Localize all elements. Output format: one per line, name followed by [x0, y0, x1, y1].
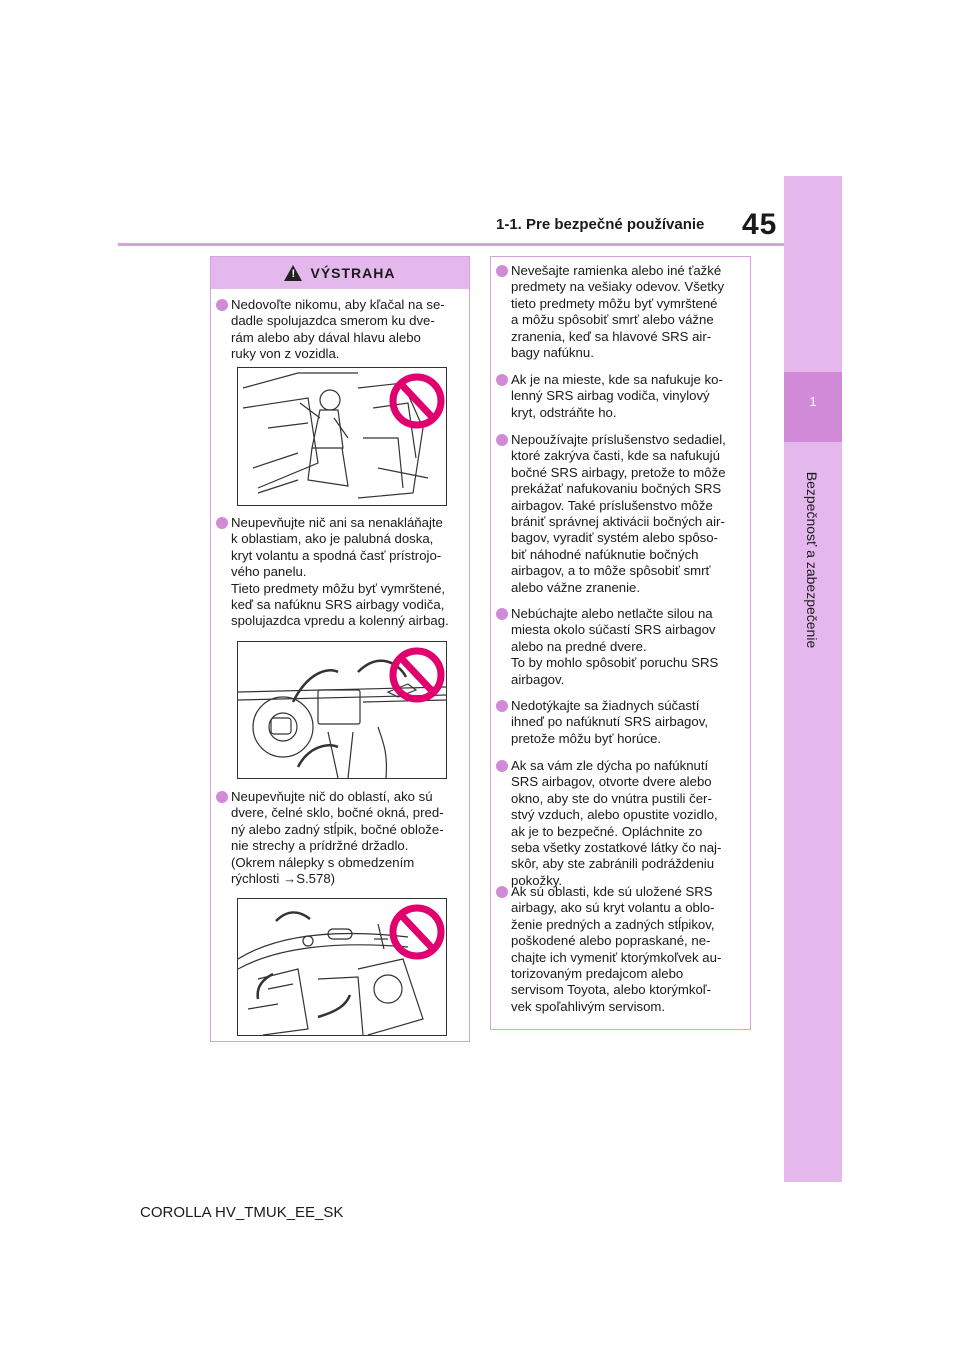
warning-item: [496, 263, 750, 361]
document-code: COROLLA HV_TMUK_EE_SK: [140, 1204, 344, 1221]
warning-item-text: Nepoužívajte príslušenstvo sedadiel, ktoré zakrýva časti, kde sa nafukujú bočné SRS airbagy, pretože to môže prekážať nafukovaniu bočných SRS airbagov. Také príslušenstvo môže brániť správnej aktivácii bočných air- bagov, vyradiť systém alebo spôso- biť náhodné nafúknutie bočných airbagov, a to môže spôsobiť smrť alebo vážne zranenie.: [511, 432, 726, 595]
warning-item-text: Ak sa vám zle dýcha po nafúknutí SRS airbagov, otvorte dvere alebo okno, aby ste do vnútra pustili čer- stvý vzduch, alebo opustite vozidlo, ak je to bezpečné. Opláchnite zo seba všetky zostatkové látky čo naj- skôr, aby ste zabránili podráždeniu pokožky.: [511, 758, 722, 888]
chapter-title: Bezpečnosť a zabezpečenie: [804, 471, 820, 649]
warning-item: [496, 884, 750, 1015]
warning-item: [496, 758, 750, 889]
bullet-icon: [496, 700, 508, 712]
warning-item: [496, 432, 750, 596]
warning-item-text: Neupevňujte nič ani sa nenakláňajte k oblastiam, ako je palubná doska, kryt volantu a spodná časť prístrojo- vého panelu. Tieto predmety môžu byť vymrštené, keď sa nafúknu SRS airbagy vodiča, spolujazdca vpredu a kolenný airbag.: [231, 515, 449, 629]
warning-item-text: Nedovoľte nikomu, aby kľačal na se- dadle spolujazdca smerom ku dve- rám alebo aby dával hlavu alebo ruky von z vozidla.: [231, 297, 445, 362]
warning-item: [216, 515, 468, 630]
warning-item: [496, 606, 750, 688]
chapter-number: 1: [809, 394, 817, 409]
bullet-icon: [496, 265, 508, 277]
bullet-icon: [496, 886, 508, 898]
prohibited-icon: [388, 370, 446, 432]
warning-box-right: [490, 256, 751, 1030]
warning-box-left: [210, 256, 470, 1042]
warning-title: VÝSTRAHA: [310, 265, 396, 281]
bullet-icon: [496, 608, 508, 620]
bullet-icon: [496, 434, 508, 446]
warning-item: [216, 789, 468, 887]
warning-item-text: Ak sú oblasti, kde sú uložené SRS airbagy, ako sú kryt volantu a oblo- ženie predných a zadných stĺpikov, poškodené alebo popraskané, ne- chajte ich vymeniť ktorýmkoľvek au- torizovaným predajcom alebo servisom Toyota, alebo ktorýmkoľ- vek spoľahlivým servisom.: [511, 884, 722, 1014]
warning-triangle-icon: !: [284, 265, 302, 281]
bullet-icon: [216, 517, 228, 529]
warning-header: [211, 257, 469, 289]
illustration-cabin-interior: [237, 898, 447, 1036]
warning-item-text: Nebúchajte alebo netlačte silou na miesta okolo súčastí SRS airbagov alebo na predné dvere. To by mohlo spôsobiť poruchu SRS airbagov.: [511, 606, 719, 687]
illustration-kneeling-passenger: [237, 367, 447, 506]
prohibited-icon: [388, 901, 446, 963]
page-number: 45: [742, 208, 778, 241]
chapter-side-tab: [784, 176, 842, 1182]
bullet-icon: [496, 374, 508, 386]
section-title: 1-1. Pre bezpečné používanie: [496, 216, 705, 233]
bullet-icon: [216, 791, 228, 803]
header-divider: [118, 243, 784, 246]
warning-item-text: Nedotýkajte sa žiadnych súčastí ihneď po nafúknutí SRS airbagov, pretože môžu byť horúce.: [511, 698, 709, 746]
bullet-icon: [496, 760, 508, 772]
warning-item: [496, 698, 750, 747]
warning-item-text: Neupevňujte nič do oblastí, ako sú dvere, čelné sklo, bočné okná, pred- ný alebo zadný stĺpik, bočné oblože- nie strechy a prídržné držadlo. (Okrem nálepky s obmedzením rýchlosti →S.578): [231, 789, 444, 887]
warning-item-text: Nevešajte ramienka alebo iné ťažké predmety na vešiaky odevov. Všetky tieto predmety môžu byť vymrštené a môžu spôsobiť smrť alebo vážne zranenia, keď sa hlavové SRS air- bagy nafúknu.: [511, 263, 725, 361]
warning-item-text: Ak je na mieste, kde sa nafukuje ko- lenný SRS airbag vodiča, vinylový kryt, odstráňte ho.: [511, 372, 723, 420]
prohibited-icon: [388, 644, 446, 706]
bullet-icon: [216, 299, 228, 311]
warning-item: [496, 372, 750, 421]
warning-item: [216, 297, 468, 363]
illustration-dashboard: [237, 641, 447, 779]
